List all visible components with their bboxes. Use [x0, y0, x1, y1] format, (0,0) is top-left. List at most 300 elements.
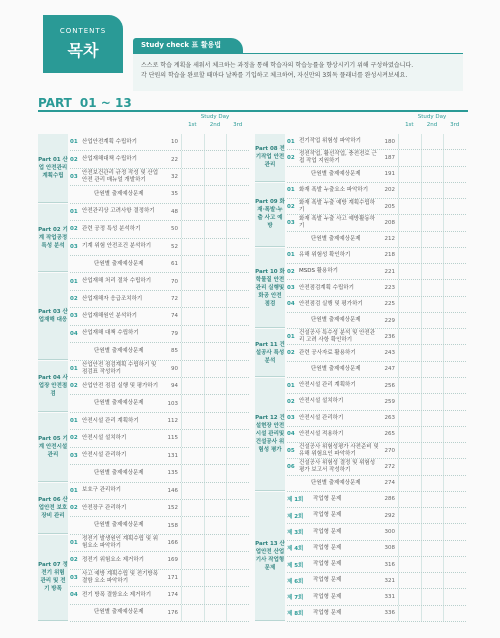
study-day-cell[interactable]	[443, 427, 466, 442]
chapter-number: 02	[287, 203, 295, 210]
chapter-title: 산업재해 처리 절차 수립하기	[82, 278, 152, 285]
study-day-cell[interactable]	[398, 215, 421, 230]
study-day-cell[interactable]	[421, 215, 444, 230]
study-day-cell[interactable]	[226, 605, 249, 621]
study-day-checkboxes	[398, 541, 466, 556]
chapter-title: 작업형 문제	[313, 544, 342, 551]
study-day-cell[interactable]	[443, 508, 466, 523]
study-day-cell[interactable]	[181, 239, 204, 255]
study-day-cell[interactable]	[204, 430, 227, 446]
study-day-cell[interactable]	[421, 557, 444, 572]
study-day-checkboxes	[398, 476, 466, 491]
study-day-cell[interactable]	[443, 264, 466, 279]
part-group-label: Part 10 화학물질 안전관리 실행및 화공 안전 점검	[255, 248, 285, 328]
study-day-cell[interactable]	[398, 232, 421, 247]
study-day-cell[interactable]	[204, 134, 227, 150]
study-day-cell[interactable]	[204, 483, 227, 499]
study-day-cell[interactable]	[421, 329, 444, 344]
toc-row	[287, 541, 466, 557]
study-day-cell[interactable]	[226, 256, 249, 272]
study-day-cell[interactable]	[204, 500, 227, 516]
study-day-cell[interactable]	[443, 492, 466, 507]
study-day-cell[interactable]	[226, 204, 249, 220]
study-day-cell[interactable]	[226, 587, 249, 603]
study-day-cell[interactable]	[398, 589, 421, 604]
study-day-cell[interactable]	[421, 134, 444, 149]
study-day-cell[interactable]	[421, 427, 444, 442]
chapter-title: 유해 위험성 확인하기	[299, 251, 351, 258]
chapter-number: 01	[70, 418, 78, 425]
study-day-cell[interactable]	[398, 199, 421, 214]
study-day-cell[interactable]	[204, 343, 227, 359]
page-number: 212	[384, 236, 395, 243]
study-day-title: Study Day	[200, 114, 230, 120]
summary-row	[287, 313, 466, 329]
study-day-cell[interactable]	[398, 264, 421, 279]
study-day-cell[interactable]	[443, 248, 466, 263]
study-day-cell[interactable]	[204, 308, 227, 324]
study-day-cell[interactable]	[181, 570, 204, 586]
part-group-label: Part 06 산업안전 보호장비 관리	[38, 483, 68, 534]
study-day-cell[interactable]	[398, 394, 421, 409]
study-day-cell[interactable]	[421, 313, 444, 328]
study-day-cell[interactable]	[181, 134, 204, 150]
study-day-cell[interactable]	[226, 535, 249, 551]
chapter-title: 산업재해원인 분석하기	[82, 312, 137, 319]
study-day-cell[interactable]	[181, 517, 204, 533]
study-day-cell[interactable]	[181, 552, 204, 568]
study-day-cell[interactable]	[398, 183, 421, 198]
study-day-cell[interactable]	[443, 150, 466, 165]
study-day-cell[interactable]	[226, 378, 249, 394]
toc-row	[70, 151, 249, 168]
study-day-cell[interactable]	[443, 362, 466, 377]
study-day-cell[interactable]	[398, 524, 421, 539]
study-day-cell[interactable]	[181, 151, 204, 167]
toc-row	[70, 169, 249, 186]
toc-row	[287, 297, 466, 313]
study-day-cell[interactable]	[204, 413, 227, 429]
toc-row	[70, 430, 249, 447]
study-day-cell[interactable]	[443, 183, 466, 198]
chapter-number: 제 8회	[287, 611, 304, 618]
study-day-checkboxes	[398, 167, 466, 182]
summary-row	[70, 517, 249, 534]
page-number: 94	[171, 383, 178, 390]
chapter-title: 안전장구 관리하기	[82, 504, 127, 511]
study-day-cell[interactable]	[443, 297, 466, 312]
study-day-checkboxes	[398, 411, 466, 426]
chapter-title: 사고 예방 계획수립 및 전기방폭 결함 요소 파악하기	[82, 570, 159, 584]
chapter-title: 정전작업, 활선작업, 충전전로 근접 작업 지원하기	[299, 150, 377, 164]
study-day-cell[interactable]	[181, 535, 204, 551]
study-day-cell[interactable]	[421, 524, 444, 539]
study-day-cell[interactable]	[181, 587, 204, 603]
study-day-checkboxes	[181, 221, 249, 237]
study-day-cell[interactable]	[226, 326, 249, 342]
chapter-number: 제 6회	[287, 578, 304, 585]
chapter-title: 산업안전 점검계획 수립하기 및 점검표 작성하기	[82, 361, 157, 375]
study-day-cell[interactable]	[204, 239, 227, 255]
study-day-cell[interactable]	[181, 413, 204, 429]
study-day-cell[interactable]	[398, 150, 421, 165]
study-day-cell[interactable]	[421, 541, 444, 556]
study-day-checkboxes	[181, 517, 249, 533]
study-day-cell[interactable]	[421, 492, 444, 507]
study-day-cell[interactable]	[443, 541, 466, 556]
study-day-checkboxes	[398, 378, 466, 393]
page-number: 274	[384, 480, 395, 487]
toc-row	[287, 411, 466, 427]
study-day-checkboxes	[181, 448, 249, 464]
study-day-cell[interactable]	[204, 291, 227, 307]
toc-row	[70, 378, 249, 395]
study-day-cell[interactable]	[204, 465, 227, 481]
study-day-cell[interactable]	[226, 517, 249, 533]
chapter-title: 안전점검 실행 및 평가하기	[299, 300, 363, 307]
study-check-body	[133, 53, 463, 91]
chapter-title: 안전시설 관리 계획하기	[82, 417, 139, 424]
study-day-cell[interactable]	[443, 215, 466, 230]
study-day-cell[interactable]	[421, 199, 444, 214]
study-day-checkboxes	[398, 606, 466, 621]
study-day-cell[interactable]	[443, 134, 466, 149]
study-day-cell[interactable]	[421, 183, 444, 198]
study-day-cell[interactable]	[443, 606, 466, 621]
summary-row	[70, 343, 249, 360]
study-day-cell[interactable]	[226, 395, 249, 411]
toc-row	[287, 378, 466, 394]
study-day-cell[interactable]	[398, 167, 421, 182]
study-day-cell[interactable]	[421, 411, 444, 426]
study-day-cell[interactable]	[443, 199, 466, 214]
page-number: 259	[384, 398, 395, 405]
study-day-cell[interactable]	[204, 204, 227, 220]
study-day-cell[interactable]	[443, 345, 466, 360]
study-day-checkboxes	[398, 362, 466, 377]
chapter-number: 01	[70, 139, 78, 146]
page-number: 243	[384, 350, 395, 357]
toc-row	[70, 221, 249, 238]
study-day-cell[interactable]	[398, 297, 421, 312]
study-day-cell[interactable]	[443, 573, 466, 588]
study-day-cell[interactable]	[421, 232, 444, 247]
study-day-cell[interactable]	[226, 343, 249, 359]
study-day-cell[interactable]	[226, 239, 249, 255]
toc-row	[287, 345, 466, 361]
study-day-cell[interactable]	[226, 448, 249, 464]
study-day-cell[interactable]	[204, 186, 227, 202]
chapter-title: 작업형 문제	[313, 609, 342, 616]
toc-row	[70, 587, 249, 604]
page-number: 331	[384, 594, 395, 601]
study-day-cell[interactable]	[398, 134, 421, 149]
study-day-cell[interactable]	[421, 264, 444, 279]
study-day-cell[interactable]	[398, 313, 421, 328]
study-day-cell[interactable]	[181, 378, 204, 394]
part-group-label: Part 12 건설현장 안전시설 관리및 건설공사 위험성 평가	[255, 378, 285, 491]
toc-row	[70, 291, 249, 308]
page-number: 265	[384, 431, 395, 438]
study-day-cell[interactable]	[398, 345, 421, 360]
study-day-cell[interactable]	[421, 362, 444, 377]
page-number: 171	[167, 574, 178, 581]
study-day-cell[interactable]	[421, 345, 444, 360]
study-day-cell[interactable]	[181, 273, 204, 289]
study-day-cell[interactable]	[398, 573, 421, 588]
study-day-cell[interactable]	[226, 430, 249, 446]
study-day-cell[interactable]	[181, 448, 204, 464]
study-day-cell[interactable]	[443, 167, 466, 182]
study-day-cell[interactable]	[181, 204, 204, 220]
page-number: 256	[384, 382, 395, 389]
chapter-number: 03	[70, 313, 78, 320]
study-day-cell[interactable]	[204, 361, 227, 377]
study-day-cell[interactable]	[421, 394, 444, 409]
study-day-cell[interactable]	[204, 273, 227, 289]
study-day-cell[interactable]	[421, 248, 444, 263]
study-day-cell[interactable]	[443, 378, 466, 393]
chapter-number: 02	[70, 505, 78, 512]
study-day-cell[interactable]	[398, 459, 421, 474]
chapter-title: 작업형 문제	[313, 577, 342, 584]
study-day-cell[interactable]	[398, 248, 421, 263]
study-day-cell[interactable]	[226, 465, 249, 481]
part-range: 01 ~ 13	[79, 96, 132, 110]
study-day-cell[interactable]	[204, 169, 227, 185]
toc-row	[70, 134, 249, 151]
part-group-label: Part 09 화재·폭발·누출 사고 예방	[255, 183, 285, 247]
page-title: 목차	[67, 41, 99, 60]
toc-row	[287, 329, 466, 345]
study-day-cell[interactable]	[226, 570, 249, 586]
study-day-checkboxes	[398, 524, 466, 539]
page-number: 225	[384, 301, 395, 308]
study-day-cell[interactable]	[443, 329, 466, 344]
study-day-cell[interactable]	[204, 448, 227, 464]
chapter-number: 06	[287, 463, 295, 470]
study-day-checkboxes	[181, 151, 249, 167]
page-number: 32	[171, 174, 178, 181]
study-day-cell[interactable]	[204, 570, 227, 586]
page-number: 229	[384, 317, 395, 324]
study-day-cell[interactable]	[181, 221, 204, 237]
study-day-cell[interactable]	[398, 378, 421, 393]
study-day-cell[interactable]	[398, 329, 421, 344]
study-day-cell[interactable]	[226, 291, 249, 307]
toc-row	[287, 573, 466, 589]
chapter-number: 02	[70, 156, 78, 163]
study-day-cell[interactable]	[181, 500, 204, 516]
chapter-title: 화재 폭발 누출요소 파악하기	[299, 186, 369, 193]
study-day-cell[interactable]	[226, 413, 249, 429]
page-number: 90	[171, 365, 178, 372]
study-day-checkboxes	[398, 248, 466, 263]
study-day-cell[interactable]	[398, 606, 421, 621]
toc-row	[287, 264, 466, 280]
study-day-cell[interactable]	[421, 459, 444, 474]
study-day-cell[interactable]	[398, 443, 421, 458]
study-day-cell[interactable]	[421, 297, 444, 312]
study-day-cell[interactable]	[398, 411, 421, 426]
toc-row	[287, 524, 466, 540]
chapter-number: 03	[287, 285, 295, 292]
study-day-cell[interactable]	[204, 535, 227, 551]
study-day-cell[interactable]	[181, 605, 204, 621]
part-group-label: Part 04 사업장 안전점검	[38, 361, 68, 412]
page-number: 10	[171, 139, 178, 146]
chapter-title: 보호구 관리하기	[82, 487, 121, 494]
study-day-cell[interactable]	[421, 167, 444, 182]
chapter-number: 03	[70, 574, 78, 581]
chapter-title: 작업형 문제	[313, 528, 342, 535]
study-day-cell[interactable]	[443, 524, 466, 539]
chapter-title: 단원별 출제예상문제	[311, 170, 361, 177]
study-day-cell[interactable]	[204, 587, 227, 603]
page-number: 187	[384, 154, 395, 161]
study-day-cell[interactable]	[181, 343, 204, 359]
study-day-cell[interactable]	[421, 150, 444, 165]
study-day-cell[interactable]	[443, 557, 466, 572]
study-day-cell[interactable]	[181, 291, 204, 307]
study-day-checkboxes	[181, 291, 249, 307]
study-day-col: 3rd	[233, 122, 243, 128]
study-day-cell[interactable]	[181, 483, 204, 499]
study-day-checkboxes	[398, 183, 466, 198]
page-number: 169	[167, 557, 178, 564]
study-day-cell[interactable]	[398, 362, 421, 377]
chapter-number: 01	[70, 278, 78, 285]
chapter-number: 제 1회	[287, 497, 304, 504]
study-day-cell[interactable]	[226, 273, 249, 289]
study-day-cell[interactable]	[398, 508, 421, 523]
part-group-label: Part 13 산업안전 산업기사 작업형 문제	[255, 492, 285, 621]
study-day-checkboxes	[181, 413, 249, 429]
chapter-title: 단원별 출제예상문제	[94, 190, 144, 197]
toc-row	[70, 239, 249, 256]
page-number: 270	[384, 447, 395, 454]
study-day-cell[interactable]	[226, 151, 249, 167]
study-day-cell[interactable]	[226, 134, 249, 150]
study-day-cell[interactable]	[226, 483, 249, 499]
study-day-cell[interactable]	[421, 378, 444, 393]
chapter-title: 기계 위험 안전조건 분석하기	[82, 243, 152, 250]
study-day-cell[interactable]	[421, 573, 444, 588]
study-day-cell[interactable]	[443, 313, 466, 328]
chapter-number: 제 3회	[287, 530, 304, 537]
study-day-cell[interactable]	[443, 476, 466, 491]
study-day-cell[interactable]	[181, 395, 204, 411]
study-day-cell[interactable]	[443, 394, 466, 409]
part-group-label: Part 03 산업재해 대응	[38, 273, 68, 359]
study-day-col: 1st	[405, 122, 414, 128]
study-day-cell[interactable]	[443, 459, 466, 474]
study-day-cell[interactable]	[204, 378, 227, 394]
study-day-cell[interactable]	[398, 557, 421, 572]
chapter-title: 단원별 출제예상문제	[94, 347, 144, 354]
study-day-cell[interactable]	[204, 605, 227, 621]
toc-row	[287, 248, 466, 264]
study-day-cell[interactable]	[181, 186, 204, 202]
chapter-number: 01	[70, 208, 78, 215]
toc-row	[70, 483, 249, 500]
study-day-cell[interactable]	[181, 256, 204, 272]
contents-header	[43, 15, 123, 73]
study-day-cell[interactable]	[398, 280, 421, 295]
study-day-cell[interactable]	[421, 589, 444, 604]
study-day-cell[interactable]	[181, 361, 204, 377]
page-number: 166	[167, 540, 178, 547]
study-day-cell[interactable]	[226, 308, 249, 324]
toc-row	[70, 204, 249, 221]
study-day-checkboxes	[181, 587, 249, 603]
study-day-cell[interactable]	[443, 232, 466, 247]
study-day-col: 2nd	[426, 122, 438, 128]
study-day-cell[interactable]	[398, 541, 421, 556]
chapter-number: 02	[70, 226, 78, 233]
study-day-cell[interactable]	[443, 411, 466, 426]
study-day-checkboxes	[181, 395, 249, 411]
study-day-cell[interactable]	[204, 151, 227, 167]
summary-row	[70, 186, 249, 203]
toc-row	[70, 413, 249, 430]
study-day-cell[interactable]	[204, 395, 227, 411]
study-day-cell[interactable]	[181, 430, 204, 446]
page-number: 103	[167, 400, 178, 407]
page-number: 152	[167, 505, 178, 512]
study-day-cell[interactable]	[226, 361, 249, 377]
study-day-cell[interactable]	[421, 508, 444, 523]
study-day-cell[interactable]	[181, 465, 204, 481]
study-day-cell[interactable]	[204, 256, 227, 272]
study-day-checkboxes	[181, 552, 249, 568]
chapter-title: 단원별 출제예상문제	[94, 260, 144, 267]
chapter-number: 01	[287, 187, 295, 194]
study-day-cell[interactable]	[443, 280, 466, 295]
study-day-cell[interactable]	[226, 552, 249, 568]
study-day-cell[interactable]	[204, 517, 227, 533]
study-day-cell[interactable]	[204, 221, 227, 237]
study-day-cell[interactable]	[443, 443, 466, 458]
study-day-cell[interactable]	[443, 589, 466, 604]
toc-row	[70, 273, 249, 290]
study-day-cell[interactable]	[398, 492, 421, 507]
page-number: 22	[171, 156, 178, 163]
study-day-cell[interactable]	[421, 606, 444, 621]
study-day-checkboxes	[398, 557, 466, 572]
study-day-checkboxes	[181, 343, 249, 359]
study-day-cell[interactable]	[398, 476, 421, 491]
study-day-cell[interactable]	[421, 443, 444, 458]
study-day-cell[interactable]	[181, 169, 204, 185]
study-day-cell[interactable]	[226, 169, 249, 185]
study-day-cell[interactable]	[181, 308, 204, 324]
chapter-number: 02	[287, 154, 295, 161]
study-day-cell[interactable]	[204, 552, 227, 568]
chapter-title: 작업형 문제	[313, 512, 342, 519]
study-day-cell[interactable]	[398, 427, 421, 442]
study-day-cell[interactable]	[226, 500, 249, 516]
page-number: 52	[171, 243, 178, 250]
study-day-cell[interactable]	[226, 221, 249, 237]
study-day-cell[interactable]	[421, 280, 444, 295]
study-day-cell[interactable]	[421, 476, 444, 491]
chapter-number: 02	[70, 296, 78, 303]
study-day-cell[interactable]	[226, 186, 249, 202]
study-day-cell[interactable]	[181, 326, 204, 342]
study-day-cell[interactable]	[204, 326, 227, 342]
chapter-number: 02	[70, 557, 78, 564]
